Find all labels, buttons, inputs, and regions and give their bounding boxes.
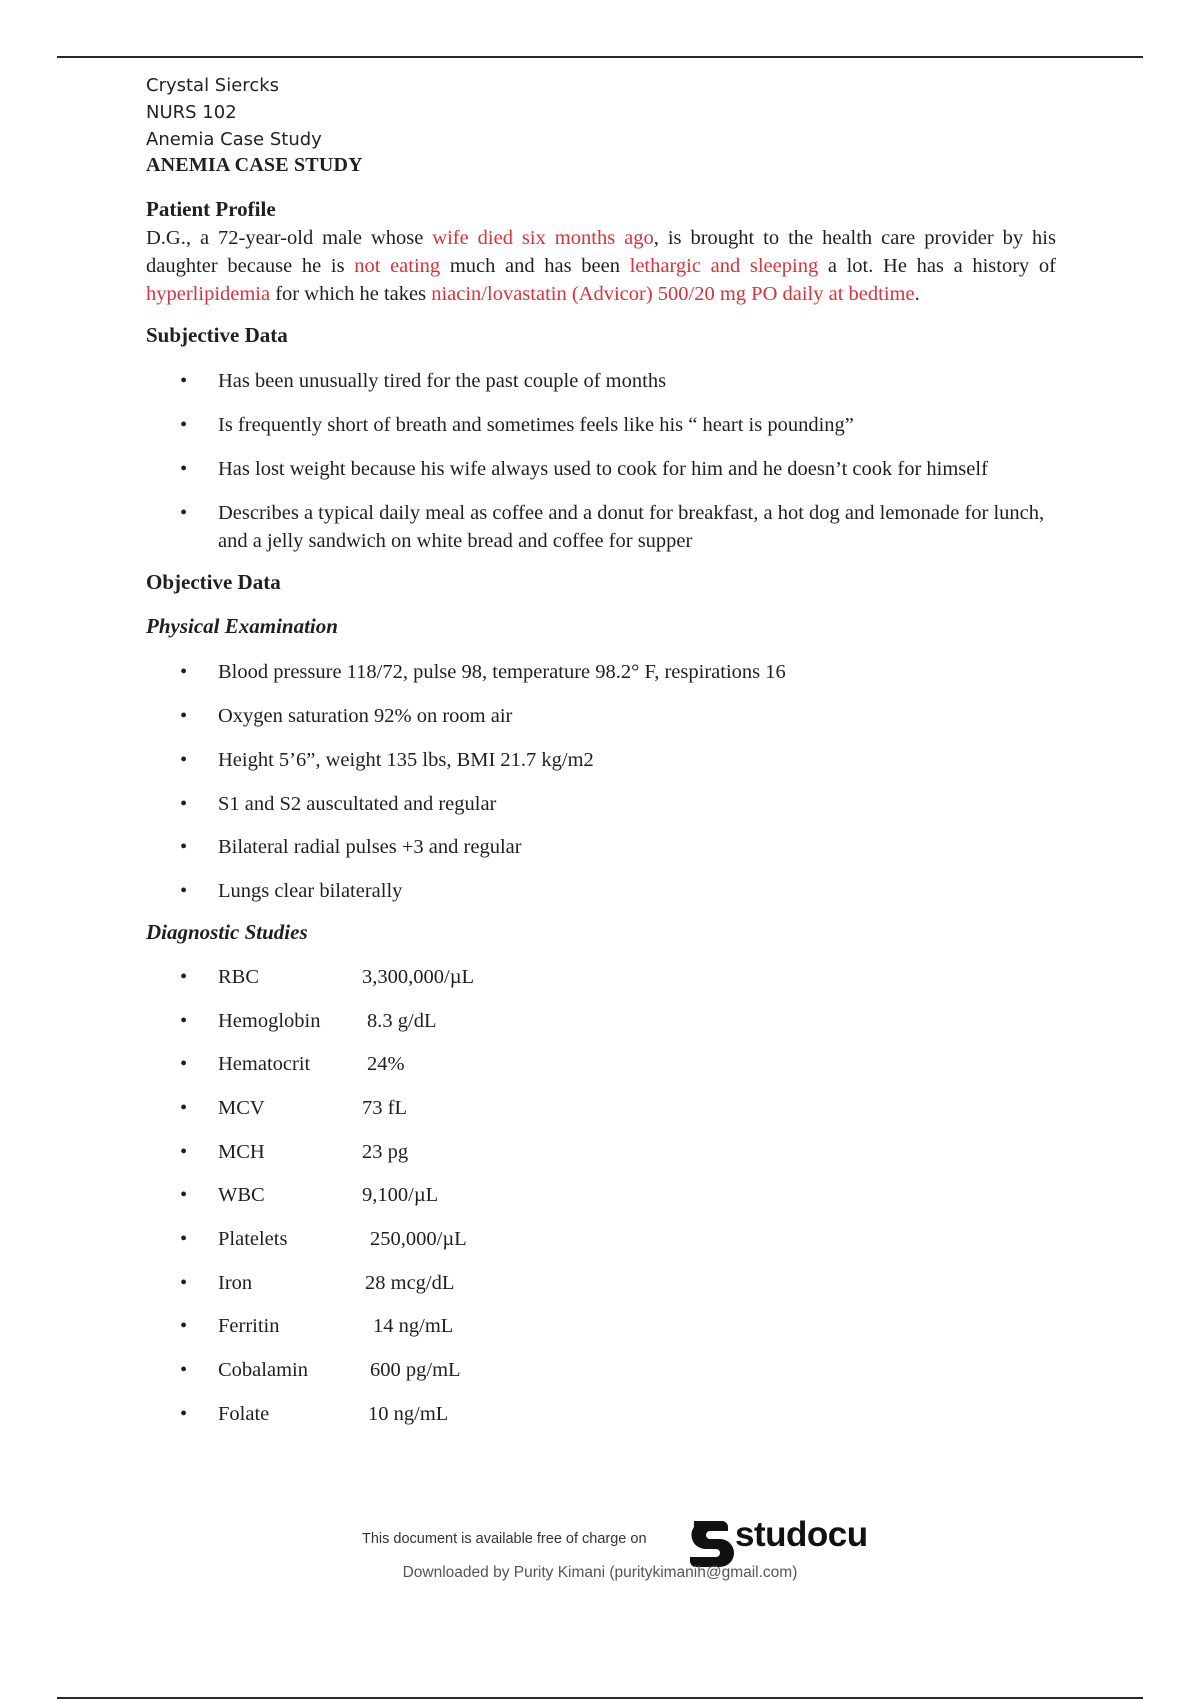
profile-highlight: not eating	[354, 255, 441, 277]
profile-text: , is brought to the health care provider by his daughter because he is	[146, 227, 1056, 277]
document-subtitle: Anemia Case Study	[146, 129, 322, 150]
profile-highlight: wife died six months ago	[432, 227, 654, 249]
profile-highlight: hyperlipidemia	[146, 283, 271, 305]
subjective-heading: Subjective Data	[146, 323, 288, 347]
profile-text: .	[914, 283, 920, 305]
studocu-brand[interactable]: studocu	[735, 1515, 868, 1554]
availability-note: This document is available free of charge on	[362, 1531, 647, 1547]
document-title: ANEMIA CASE STUDY	[146, 154, 363, 176]
document-header	[146, 72, 322, 153]
profile-text: D.G., a 72-year-old male whose	[146, 227, 433, 249]
profile-text: much and has been	[440, 255, 630, 277]
course-code: NURS 102	[146, 102, 237, 123]
patient-profile-heading: Patient Profile	[146, 197, 276, 221]
patient-profile-paragraph	[146, 224, 1056, 308]
physical-exam-heading: Physical Examination	[146, 614, 338, 638]
bottom-rule	[57, 1697, 1143, 1699]
profile-text: for which he takes	[270, 283, 432, 305]
diagnostic-heading: Diagnostic Studies	[146, 920, 308, 944]
profile-text: a lot. He has a history of	[818, 255, 1056, 277]
downloaded-by-note: Downloaded by Purity Kimani (puritykimanih@gmail.com)	[402, 1564, 798, 1581]
author-name: Crystal Siercks	[146, 75, 280, 96]
objective-heading: Objective Data	[146, 570, 281, 594]
profile-highlight: niacin/lovastatin (Advicor) 500/20 mg PO daily at bedtime	[431, 283, 915, 305]
profile-highlight: lethargic and sleeping	[629, 255, 819, 277]
top-rule	[57, 56, 1143, 58]
